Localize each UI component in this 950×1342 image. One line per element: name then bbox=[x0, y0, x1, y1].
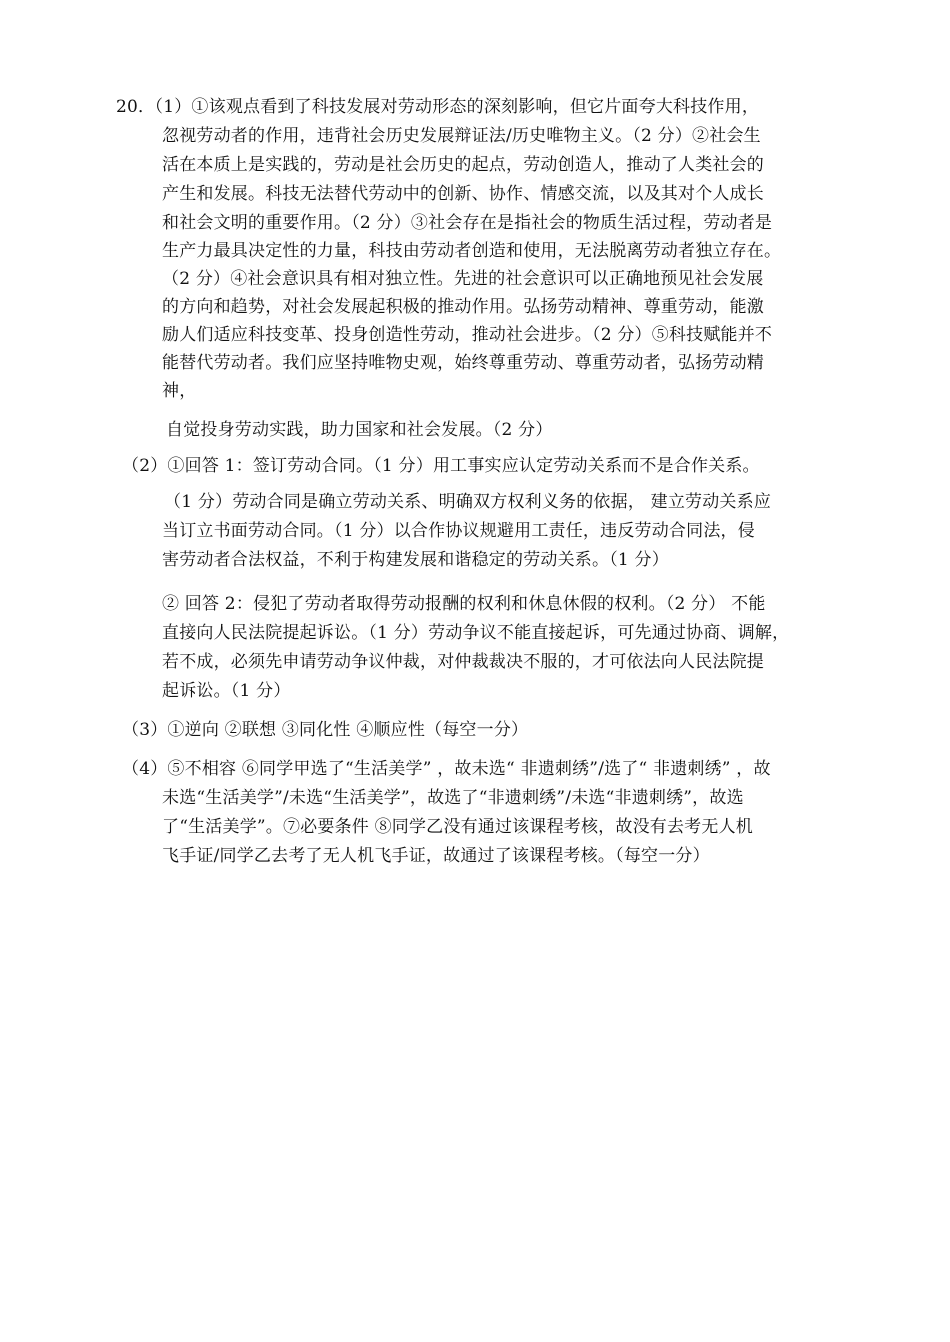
part-1-line: （2 分）④社会意识具有相对独立性。先进的社会意识可以正确地预见社会发展 bbox=[162, 269, 764, 289]
part-2-line: 若不成，必须先申请劳动争议仲裁，对仲裁裁决不服的，才可依法向人民法院提 bbox=[162, 652, 764, 672]
part-2-line: 起诉讼。（1 分） bbox=[162, 681, 291, 701]
part-1-line: 励人们适应科技变革、投身创造性劳动，推动社会进步。（2 分）⑤科技赋能并不 bbox=[162, 325, 773, 345]
part-1-line: 的方向和趋势，对社会发展起积极的推动作用。弘扬劳动精神、尊重劳动，能激 bbox=[162, 297, 764, 317]
part-1-line: 产生和发展。科技无法替代劳动中的创新、协作、情感交流，以及其对个人成长 bbox=[162, 184, 764, 204]
part-4-line: 飞手证/同学乙去考了无人机飞手证，故通过了该课程考核。（每空一分） bbox=[162, 846, 710, 866]
part-2-line: 当订立书面劳动合同。（1 分）以合作协议规避用工责任，违反劳动合同法，侵 bbox=[162, 521, 755, 541]
part-2-line: 直接向人民法院提起诉讼。（1 分）劳动争议不能直接起诉，可先通过协商、调解， bbox=[162, 623, 790, 643]
part-2-line: （1 分）劳动合同是确立劳动关系、明确双方权利义务的依据， 建立劳动关系应 bbox=[164, 492, 772, 512]
part-1-line: 能替代劳动者。我们应坚持唯物史观，始终尊重劳动、尊重劳动者，弘扬劳动精 bbox=[162, 353, 764, 373]
part-1-line: 和社会文明的重要作用。（2 分）③社会存在是指社会的物质生活过程，劳动者是 bbox=[162, 213, 773, 233]
part-1-line: 神， bbox=[162, 381, 197, 401]
part-1-line: （1）①该观点看到了科技发展对劳动形态的深刻影响，但它片面夸大科技作用， bbox=[146, 97, 760, 117]
part-2-line: ② 回答 2：侵犯了劳动者取得劳动报酬的权利和休息休假的权利。（2 分） 不能 bbox=[162, 594, 766, 614]
part-1-line: 生产力最具决定性的力量，科技由劳动者创造和使用，无法脱离劳动者独立存在。 bbox=[162, 241, 782, 261]
part-4-line: 了“生活美学”。⑦必要条件 ⑧同学乙没有通过该课程考核，故没有去考无人机 bbox=[162, 817, 753, 837]
part-4-line: （4）⑤不相容 ⑥同学甲选了“生活美学” ，故未选“ 非遗刺绣”/选了“ 非遗刺绣” ，故 bbox=[122, 759, 771, 779]
part-1-line: 自觉投身劳动实践，助力国家和社会发展。（2 分） bbox=[166, 420, 553, 440]
part-2-line: 害劳动者合法权益，不利于构建发展和谐稳定的劳动关系。（1 分） bbox=[162, 550, 669, 570]
part-1-line: 忽视劳动者的作用，违背社会历史发展辩证法/历史唯物主义。（2 分）②社会生 bbox=[162, 126, 761, 146]
part-2-line: （2）①回答 1：签订劳动合同。（1 分）用工事实应认定劳动关系而不是合作关系。 bbox=[122, 456, 760, 476]
part-1-line: 活在本质上是实践的，劳动是社会历史的起点，劳动创造人，推动了人类社会的 bbox=[162, 155, 764, 175]
question-number: 20． bbox=[116, 97, 156, 117]
part-4-line: 未选“生活美学”/未选“生活美学”，故选了“非遗刺绣”/未选“非遗刺绣”，故选 bbox=[162, 788, 744, 808]
part-3-line: （3）①逆向 ②联想 ③同化性 ④顺应性（每空一分） bbox=[122, 720, 529, 740]
